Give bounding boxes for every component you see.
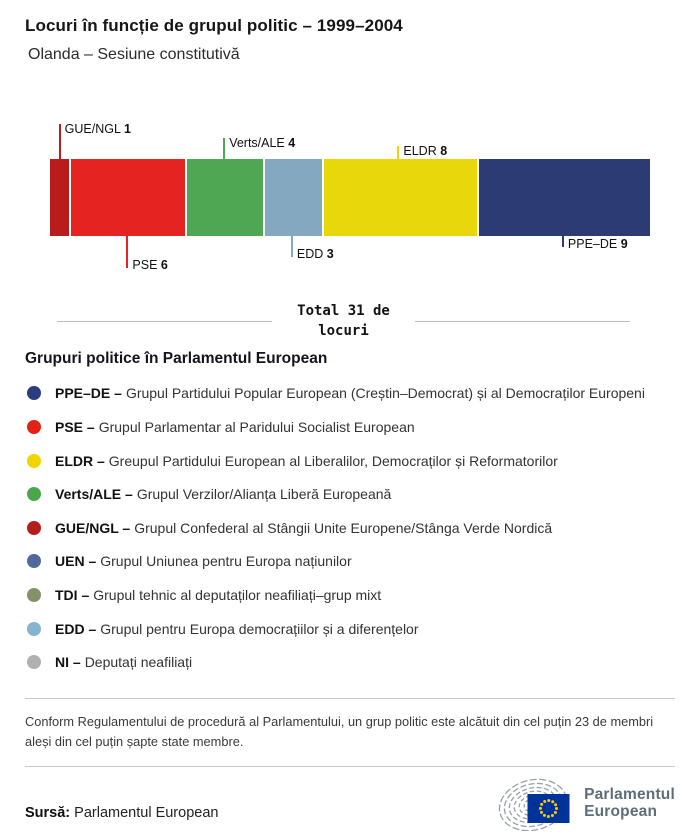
legend-group-desc: Grupul Confederal al Stângii Unite Europene/Stânga Verde Nordică <box>134 519 553 536</box>
legend-color-dot <box>27 521 41 535</box>
divider-line-left <box>57 321 272 322</box>
bar-label-group: GUE/NGL <box>64 122 124 136</box>
bar-segment-ppe-de[interactable] <box>479 159 650 236</box>
bar-label-group: PPE–DE <box>567 237 621 251</box>
bar-segment-pse[interactable] <box>71 159 185 236</box>
legend-item-text <box>55 553 352 569</box>
legend-item-text <box>55 385 645 401</box>
legend-color-dot <box>27 655 41 669</box>
legend-group-desc: Grupul Partidului Popular European (Creștin–Democrat) și al Democraților Europeni <box>125 385 645 402</box>
legend-color-dot <box>27 386 41 400</box>
bar-label-group: Verts/ALE <box>229 136 289 150</box>
bar-label <box>65 122 131 136</box>
legend-item-verts-ale <box>25 477 675 511</box>
legend-group-code: GUE/NGL – <box>55 519 131 536</box>
label-connector <box>223 138 225 159</box>
label-connector <box>562 236 564 247</box>
bar-label <box>297 247 334 261</box>
legend-item-text <box>55 654 192 670</box>
label-connector <box>59 124 61 159</box>
eu-flag <box>528 794 570 823</box>
legend-item-text <box>55 587 381 603</box>
legend-group-code: EDD – <box>55 620 97 637</box>
legend-color-dot <box>27 454 41 468</box>
divider-line-right <box>415 321 630 322</box>
bar-label-seats: 6 <box>160 258 168 272</box>
legend-group-code: ELDR – <box>55 452 105 469</box>
legend-item-pse <box>25 410 675 444</box>
bar-label <box>403 144 447 158</box>
footnote-divider-bottom <box>25 766 675 767</box>
page-title: Locuri în funcție de grupul politic – 1999–2004 <box>25 16 403 35</box>
bar-label <box>132 258 167 272</box>
bar-label-group: EDD <box>296 247 327 261</box>
legend-item-uen <box>25 545 675 579</box>
legend-group-code: TDI – <box>55 586 90 603</box>
source-label: Sursă: <box>25 804 71 821</box>
legend-group-desc: Grupul pentru Europa democrațiilor și a diferențelor <box>100 620 419 637</box>
legend-group-code: UEN – <box>55 553 97 570</box>
legend-list <box>25 377 675 679</box>
legend-group-desc: Grupul Uniunea pentru Europa națiunilor <box>100 553 352 570</box>
footnote-text: Conform Regulamentului de procedură al Parlamentului, un grup politic este alcătuit din cel puțin 23 de membri aleși din cel puțin șapte state membre. <box>25 713 654 750</box>
stacked-bar <box>50 159 650 236</box>
bar-segment-edd[interactable] <box>265 159 322 236</box>
legend-item-edd <box>25 612 675 646</box>
legend-item-text <box>55 621 419 637</box>
legend-group-desc: Grupul Verzilor/Alianța Liberă Europeană <box>136 486 392 503</box>
legend-group-desc: Grupul tehnic al deputaților neafiliați–grup mixt <box>93 586 382 603</box>
bar-label <box>229 136 295 150</box>
legend-item-gue-ngl <box>25 511 675 545</box>
source-line <box>25 805 218 821</box>
legend-item-text <box>55 419 415 435</box>
legend-item-tdi <box>25 578 675 612</box>
legend-group-desc: Greupul Partidului European al Liberalilor, Democraților și Reformatorilor <box>108 452 558 469</box>
legend-color-dot <box>27 554 41 568</box>
bar-label-seats: 9 <box>620 237 628 251</box>
bar-segment-gue-ngl[interactable] <box>50 159 69 236</box>
legend-item-text <box>55 453 558 469</box>
legend-group-code: Verts/ALE – <box>55 486 133 503</box>
legend-group-code: PPE–DE – <box>55 385 122 402</box>
bar-segment-verts-ale[interactable] <box>187 159 263 236</box>
seats-bar-chart <box>0 109 700 287</box>
legend-item-text <box>55 486 391 502</box>
legend-color-dot <box>27 622 41 636</box>
footnote-divider-top <box>25 698 675 699</box>
bar-label-seats: 4 <box>288 136 296 150</box>
legend-item-ppe-de <box>25 377 675 411</box>
label-connector <box>126 236 128 268</box>
bar-label-seats: 8 <box>440 144 448 158</box>
source-value: Parlamentul European <box>74 804 219 821</box>
legend-group-desc: Grupul Parlamentar al Paridului Socialist European <box>98 418 415 435</box>
legend-color-dot <box>27 588 41 602</box>
footer <box>25 775 675 831</box>
label-connector <box>397 146 399 159</box>
legend-group-code: NI – <box>55 654 81 671</box>
bar-label-seats: 1 <box>123 122 131 136</box>
bar-segment-eldr[interactable] <box>324 159 476 236</box>
page-subtitle: Olanda – Sesiune constitutivă <box>28 46 240 63</box>
legend-group-code: PSE – <box>55 418 95 435</box>
total-seats-label: Total 31 de locuri <box>297 303 390 340</box>
legend-item-text <box>55 520 552 536</box>
legend-group-desc: Deputați neafiliați <box>84 654 193 671</box>
legend-heading: Grupuri politice în Parlamentul European <box>25 349 328 367</box>
bar-label-group: ELDR <box>403 144 441 158</box>
legend-color-dot <box>27 420 41 434</box>
logo-wordmark: Parlamentul European <box>584 785 675 820</box>
european-parliament-logo <box>495 775 675 831</box>
legend-item-ni <box>25 645 675 679</box>
legend-color-dot <box>27 487 41 501</box>
bar-label <box>568 237 628 251</box>
bar-label-group: PSE <box>132 258 161 272</box>
bar-label-seats: 3 <box>326 247 334 261</box>
label-connector <box>291 236 293 257</box>
total-divider <box>57 301 630 342</box>
hemicycle-logo-icon <box>495 775 575 831</box>
legend-item-eldr <box>25 444 675 478</box>
